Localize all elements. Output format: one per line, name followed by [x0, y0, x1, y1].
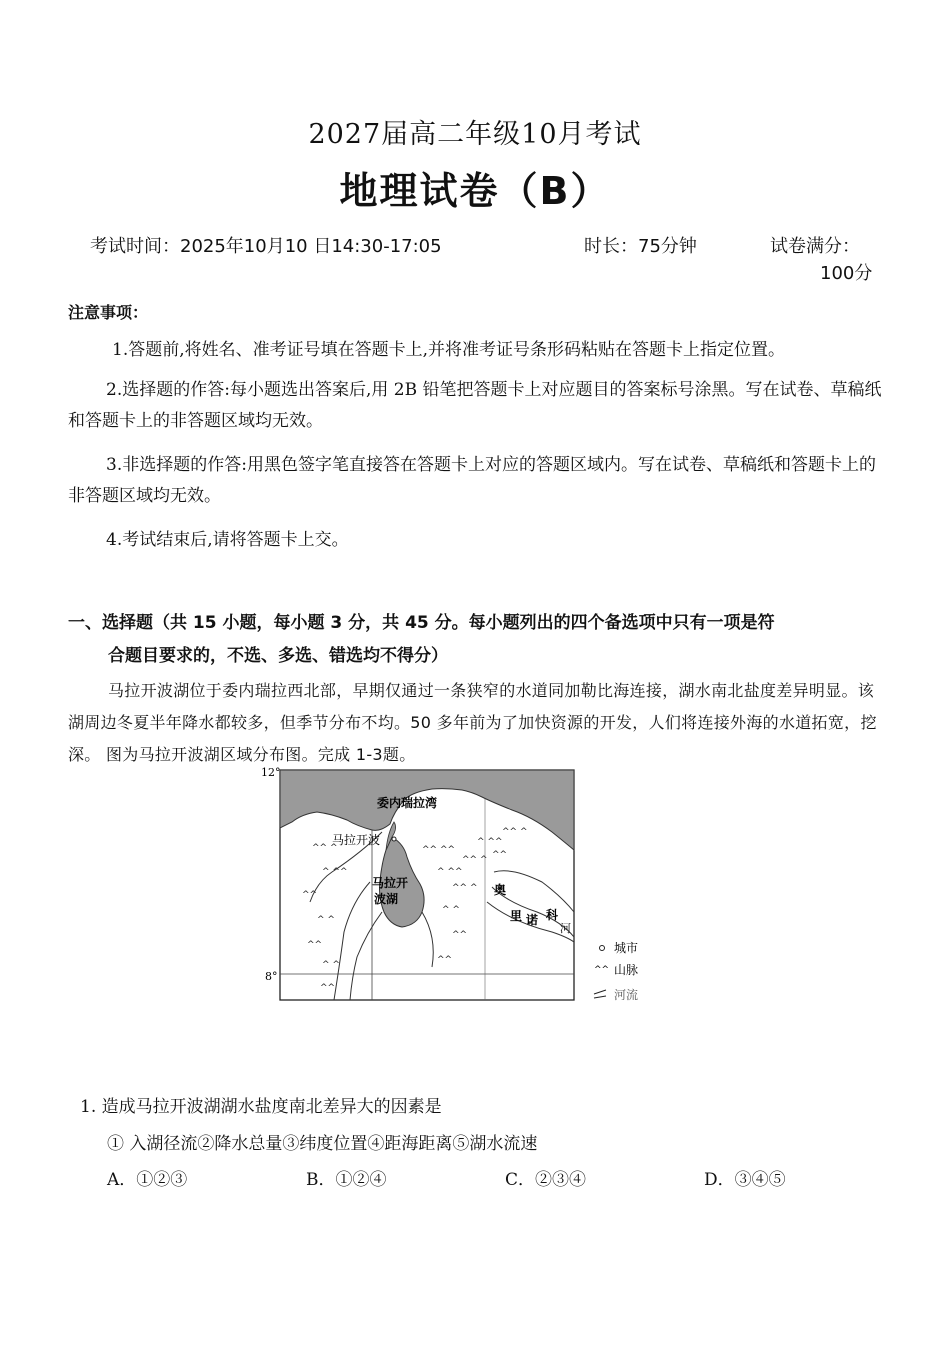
note-item-4: 4.考试结束后,请将答题卡上交。 [106, 530, 349, 550]
exam-time: 考试时间：2025年10月10 日14:30-17:05 [90, 236, 442, 257]
lake-label-1: 马拉开 [372, 876, 409, 890]
river-char-5: 河 [560, 922, 571, 935]
maracaibo-map [262, 762, 674, 1010]
legend-city: 城市 [614, 941, 639, 955]
option-d: D．③④⑤ [704, 1170, 786, 1190]
question-1-factors: ① 入湖径流②降水总量③纬度位置④距海距离⑤湖水流速 [107, 1134, 538, 1154]
city-label: 马拉开波 [332, 833, 381, 847]
option-b: B．①②④ [306, 1170, 387, 1190]
svg-text:^ ^: ^ ^ [322, 960, 340, 970]
lake-label-2: 波湖 [374, 892, 399, 906]
svg-text:^ ^^: ^ ^^ [477, 837, 503, 847]
svg-text:^^: ^^ [307, 940, 323, 950]
lat-bottom-label: 8° [265, 970, 278, 983]
question-1-stem: 1. 造成马拉开波湖湖水盐度南北差异大的因素是 [80, 1097, 442, 1117]
note-item-1: 1.答题前,将姓名、准考证号填在答题卡上,并将准考证号条形码粘贴在答题卡上指定位置。 [112, 340, 786, 360]
svg-text:^^ ^: ^^ ^ [312, 843, 338, 853]
svg-text:^^: ^^ [492, 850, 508, 860]
section-heading-line2: 合题目要求的，不选、多选、错选均不得分） [108, 646, 448, 666]
gulf-label: 委内瑞拉湾 [377, 796, 438, 810]
exam-duration: 时长：75分钟 [584, 236, 697, 257]
passage: 马拉开波湖位于委内瑞拉西北部，早期仅通过一条狭窄的水道同加勒比海连接，湖水南北盐度差异明显。该湖周边冬夏半年降水都较多，但季节分布不均。50 多年前为了加快资源的开发，人们将连接外海的水道拓宽，挖深。 图为马拉开波湖区域分布图。完成 1-3题。 [68, 681, 877, 764]
svg-text:^^: ^^ [594, 965, 610, 975]
note-item-3: 3.非选择题的作答:用黑色签字笔直接答在答题卡上对应的答题区域内。写在试卷、草稿纸和答题卡上的非答题区域均无效。 [68, 455, 876, 506]
section-heading-line1: 一、选择题（共 15 小题，每小题 3 分，共 45 分。每小题列出的四个备选项中只有一项是符 [68, 613, 775, 633]
svg-text:^^: ^^ [437, 955, 453, 965]
paper-title: 地理试卷（B） [339, 169, 611, 213]
svg-text:^^: ^^ [302, 890, 318, 900]
svg-text:^^: ^^ [320, 983, 336, 993]
option-c: C．②③④ [505, 1170, 587, 1190]
score-value: 100分 [820, 263, 873, 284]
option-a: A．①②③ [107, 1170, 188, 1190]
notes-heading: 注意事项： [68, 303, 149, 322]
note-item-2: 2.选择题的作答:每小题选出答案后,用 2B 铅笔把答题卡上对应题目的答案标号涂黑。写在试卷、草稿纸和答题卡上的非答题区域均无效。 [68, 380, 882, 431]
lat-top-label: 12° [262, 766, 281, 779]
river-char-3: 诺 [526, 913, 539, 927]
svg-text:^ ^^: ^ ^^ [437, 867, 463, 877]
svg-text:^^: ^^ [452, 930, 468, 940]
svg-text:^^ ^: ^^ ^ [502, 827, 528, 837]
svg-text:^^ ^^: ^^ ^^ [422, 845, 456, 855]
svg-text:^ ^: ^ ^ [317, 915, 335, 925]
legend-mountain: 山脉 [614, 963, 639, 977]
river-char-4: 科 [546, 908, 559, 922]
exam-title: 2027届高二年级10月考试 [308, 119, 642, 150]
svg-text:^ ^^: ^ ^^ [322, 867, 348, 877]
svg-text:^^ ^: ^^ ^ [462, 855, 488, 865]
river-char-1: 奥 [494, 883, 507, 897]
legend-river: 河流 [614, 988, 639, 1002]
river-char-2: 里 [510, 909, 523, 923]
svg-text:^^ ^: ^^ ^ [452, 883, 478, 893]
svg-text:^ ^: ^ ^ [442, 905, 460, 915]
score-label: 试卷满分： [770, 236, 860, 257]
